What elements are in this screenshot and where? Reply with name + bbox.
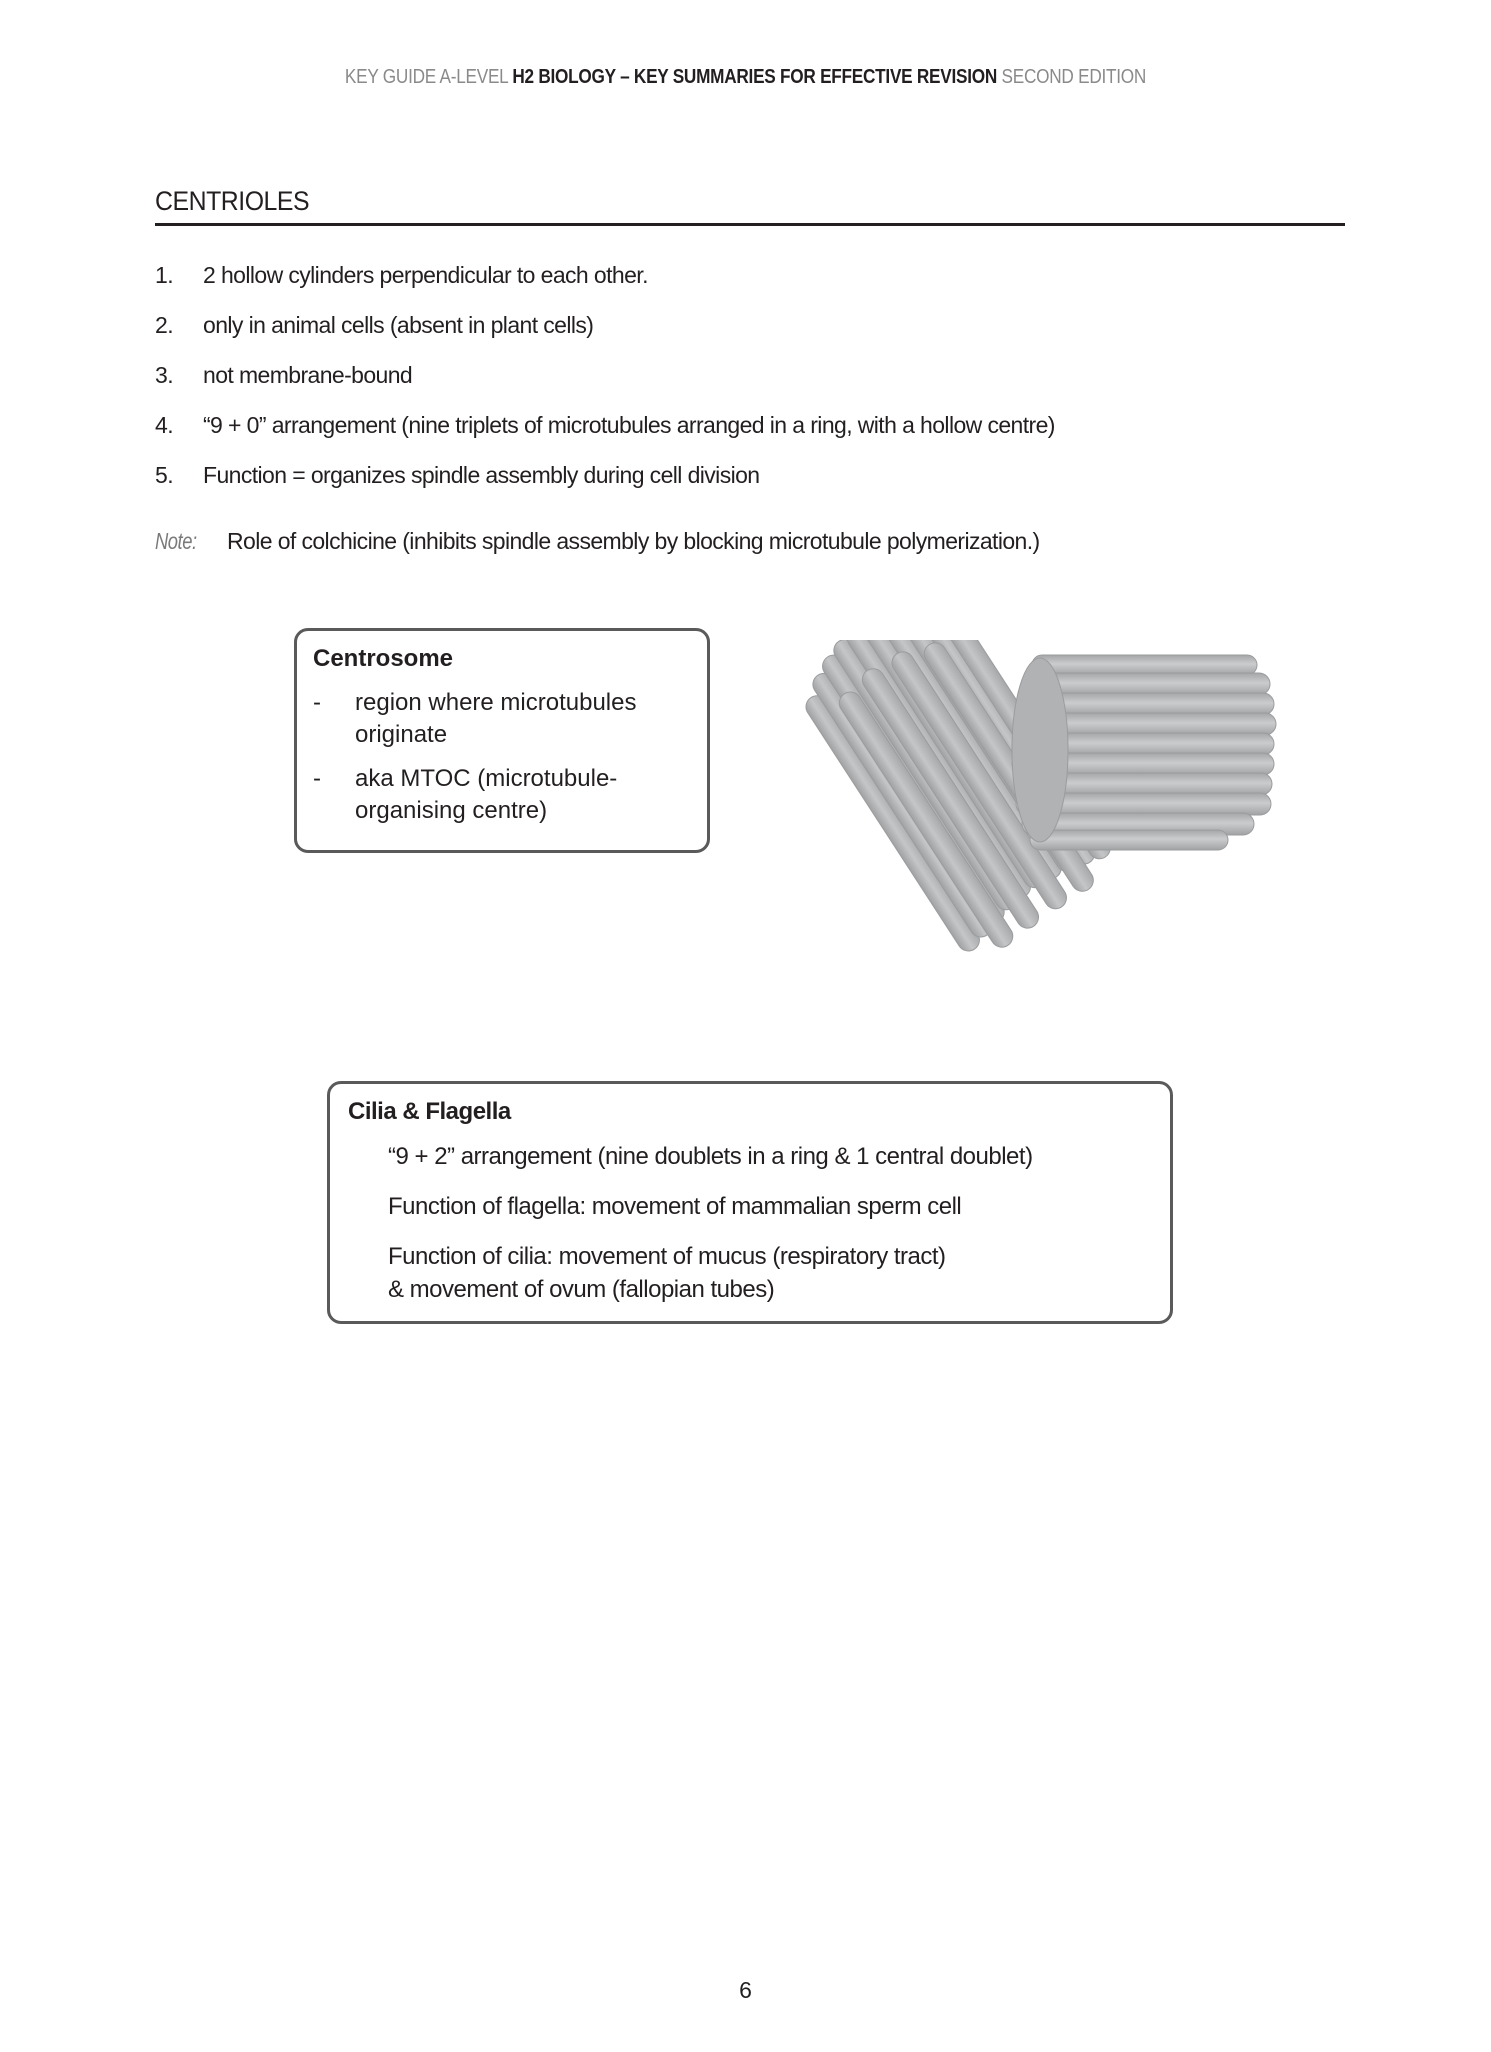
list-number: 3. [155,362,173,388]
cilia-title: Cilia & Flagella [348,1098,511,1125]
header-prefix: KEY GUIDE A-LEVEL [344,66,513,88]
header-title: H2 BIOLOGY – KEY SUMMARIES FOR EFFECTIVE REVISION [512,66,998,88]
centrosome-title: Centrosome [313,645,454,672]
list-number: 1. [155,262,173,288]
centrosome-item-text: region where microtubules originate [355,689,637,748]
note-label: Note: [155,528,197,554]
page-number: 6 [739,1977,752,2003]
centriole-pair-illustration [750,640,1320,1030]
centrosome-item [313,763,691,827]
bullet-dash: - [313,765,321,792]
section-title: CENTRIOLES [155,186,310,216]
list-item [155,462,1055,512]
list-item [155,362,1055,412]
list-item [155,262,1055,312]
section-divider [155,223,1345,226]
note-text: Role of colchicine (inhibits spindle assembly by blocking microtubule polymerization.) [227,528,1040,554]
centriole-facts-list [155,262,1055,512]
list-number: 2. [155,312,173,338]
centrosome-item [313,687,691,751]
horizontal-centriole [1012,655,1276,850]
list-text: Function = organizes spindle assembly during cell division [203,462,760,488]
list-number: 4. [155,412,173,438]
running-header [104,66,1386,89]
note [155,528,1040,555]
list-text: “9 + 0” arrangement (nine triplets of microtubules arranged in a ring, with a hollow centre) [203,412,1055,438]
list-number: 5. [155,462,173,488]
header-suffix: SECOND EDITION [997,66,1147,88]
cilia-flagella-box [327,1081,1173,1324]
cilia-item: Function of flagella: movement of mammalian sperm cell [388,1193,962,1220]
list-text: only in animal cells (absent in plant cells) [203,312,594,338]
list-item [155,412,1055,462]
centrosome-item-text: aka MTOC (microtubule-organising centre) [355,765,618,824]
cilia-item: “9 + 2” arrangement (nine doublets in a ring & 1 central doublet) [388,1143,1033,1170]
list-item [155,312,1055,362]
list-text: 2 hollow cylinders perpendicular to each other. [203,262,648,288]
list-text: not membrane-bound [203,362,413,388]
centrosome-box [294,628,710,853]
cilia-item: Function of cilia: movement of mucus (respiratory tract) & movement of ovum (fallopian tubes) [388,1243,946,1303]
bullet-dash: - [313,689,321,716]
